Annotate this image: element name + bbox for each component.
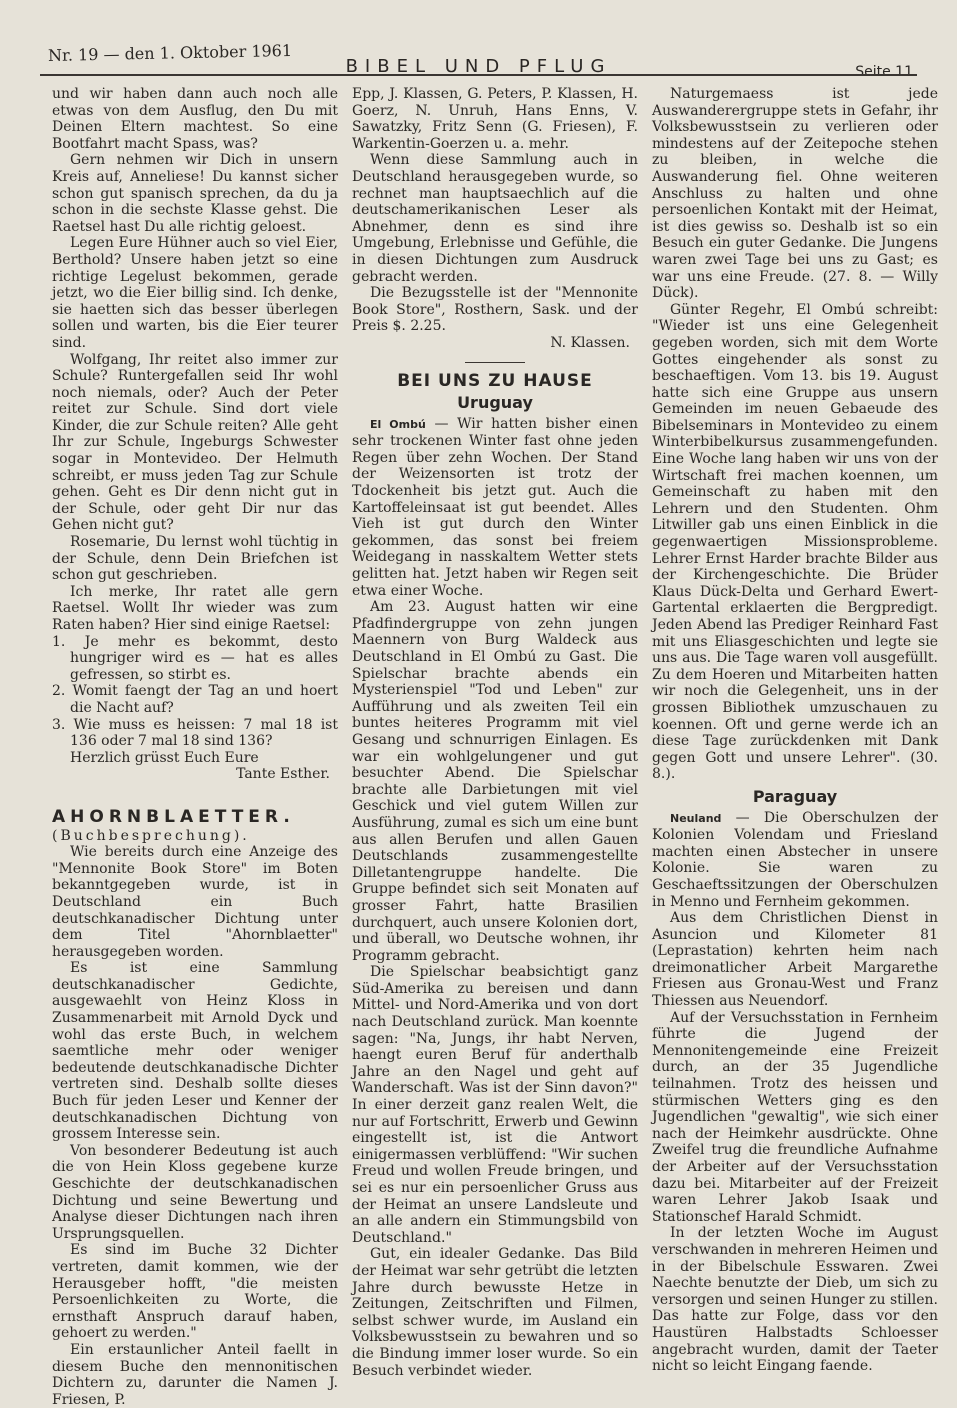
- book-review-title: AHORNBLAETTER.: [52, 806, 295, 827]
- paragraph: Gern nehmen wir Dich in unsern Kreis auf, Anneliese! Du kannst sicher schon gut spanisch sprechen, da du ja schon in die sechste Klasse gehst. Die Raetsel hast Du alle richtig geloest.: [52, 152, 338, 235]
- newspaper-title: BIBEL UND PFLUG: [345, 56, 612, 77]
- paragraph: Aus dem Christlichen Dienst in Asuncion und Kilometer 81 (Leprastation) kehrten heim nach dreimonatlicher Arbeit Margarethe Friesen aus Gronau-West und Franz Thiessen aus Neuendorf.: [652, 910, 938, 1010]
- paragraph: Es ist eine Sammlung deutschkanadischer Gedichte, ausgewaehlt von Heinz Kloss in Zusammenarbeit mit Arnold Dyck und wohl das erste Buch, in welchem saemtliche mehr oder weniger bedeutende deutschkanadische Dichter vertreten sind. Deshalb sollte dieses Buch für jeden Leser und Kenner der deutschkanadischen Dichtung von grossem Interesse sein.: [52, 960, 338, 1143]
- paragraph-text: — Wir hatten bisher einen sehr trockenen Winter fast ohne jeden Regen über zehn Wochen. Der Stand der Weizensorten ist trotz der Tdockenheit bis jetzt gut. Auch die Kartoffeleinsaat ist gut beendet. Alles Vieh ist gut durch den Winter gekommen, das sonst bei freiem Weidegang in nasskaltem Wetter stets gelitten hat. Jetzt haben wir Regen seit etwa einer Woche.: [352, 415, 638, 599]
- riddle-2: 2. Womit faengt der Tag an und hoert die Nacht auf?: [52, 683, 338, 716]
- column-3: [652, 86, 938, 1375]
- paragraph: Die Bezugsstelle ist der "Mennonite Book Store", Rosthern, Sask. und der Preis $. 2.25.: [352, 285, 638, 335]
- paragraph: [652, 810, 938, 911]
- column-2: [352, 86, 638, 1379]
- column-1: [52, 86, 338, 1408]
- section-title: BEI UNS ZU HAUSE: [397, 370, 593, 391]
- riddle-1: 1. Je mehr es bekommt, desto hungriger wird es — hat es alles gefressen, so stirbt es.: [52, 633, 338, 683]
- greeting: Herzlich grüsst Euch Eure: [70, 749, 259, 766]
- paragraph: In der letzten Woche im August verschwanden in mehreren Heimen und in der Bibelschule Esswaren. Zwei Naechte benutzte der Dieb, um sich zu versorgen und seinen Hunger zu stillen. Das hatte zur Folge, dass vor den Haustüren Halbstadts Schloesser angebracht wurden, damit der Taeter nicht so leicht Eingang faende.: [652, 1225, 938, 1375]
- paragraph: Rosemarie, Du lernst wohl tüchtig in der Schule, denn Dein Briefchen ist schon gut geschrieben.: [52, 534, 338, 584]
- riddle-3: 3. Wie muss es heissen: 7 mal 18 ist 136 oder 7 mal 18 sind 136?: [52, 716, 338, 750]
- paragraph-text: — Die Oberschulzen der Kolonien Volendam und Friesland machten einen Abstecher in unsere Kolonie. Sie waren zu Geschaeftssitzungen der Oberschulzen in Menno und Fernheim gekommen.: [652, 809, 938, 910]
- page-number: Seite 11: [855, 64, 913, 80]
- paragraph: Ich merke, Ihr ratet alle gern Raetsel. Wollt Ihr wieder was zum Raten haben? Hier sind einige Raetsel:: [52, 583, 338, 633]
- paragraph: [352, 416, 638, 600]
- paragraph: Gut, ein idealer Gedanke. Das Bild der Heimat war sehr getrübt die letzten Jahre durch bewusste Hetze in Zeitungen, Zeitschriften und Filmen, selbst schwer wurde, im Ausland ein Volksbewusstsein zu bewahren und so die Bindung immer loser wurde. So ein Besuch verbindet wieder.: [352, 1246, 638, 1379]
- page-header: [40, 40, 917, 80]
- paragraph: Wie bereits durch eine Anzeige des "Mennonite Book Store" im Boten bekanntgegeben wurde, ist in Deutschland ein Buch deutschkanadischer Dichtung unter dem Titel "Ahornblaetter" herausgegeben worden.: [52, 844, 338, 960]
- paragraph: Auf der Versuchsstation in Fernheim führte die Jugend der Mennonitengemeinde eine Freizeit durch, an der 35 Jugendliche teilnahmen. Trotz des heissen und stürmischen Wetters ging es den Jugendlichen "gewaltig", wie sich einer nach der Heimkehr ausdrückte. Ohne Zweifel trug die freundliche Aufnahme der Arbeiter auf der Versuchsstation dazu bei. Mitarbeiter auf der Freizeit waren Lehrer Jakob Isaak und Stationschef Harald Schmidt.: [652, 1009, 938, 1225]
- place-name: Neuland: [670, 811, 722, 825]
- signature: Tante Esther.: [236, 766, 330, 783]
- place-name: El Ombú: [370, 417, 426, 431]
- divider: [465, 362, 525, 363]
- paragraph: Die Spielschar beabsichtigt ganz Süd-Amerika zu bereisen und dann Mittel- und Nord-Amerika und von dort nach Deutschland zurück. Man koennte sagen: "Na, Jungs, ihr habt Nerven, haengt euren Beruf für anderthalb Jahre an den Nagel und geht auf Wanderschaft. Was ist der Sinn davon?" In einer derzeit ganz realen Welt, die nur auf Fortschritt, Erwerb und Gewinn eingestellt ist, ist die Antwort einigermassen verblüffend: "Wir suchen Freud und wollen Freude bringen, und sei es nur ein persoenlicher Gruss aus der Heimat an unsere Landsleute und an alle andern ein Stimmungsbild von Deutschland.": [352, 964, 638, 1246]
- paragraph: Wolfgang, Ihr reitet also immer zur Schule? Runtergefallen seid Ihr wohl noch niemals, oder? Auch der Peter reitet zur Schule. Sind dort viele Kinder, die zur Schule reiten? Alle geht Ihr zur Schule, Ingeburgs Schwester sogar in Montevideo. Der Helmuth schreibt, er muss jeden Tag zur Schule gehen. Geht es Dir denn nicht gut in der Schule, oder geht Dir nur das Gehen nicht gut?: [52, 351, 338, 534]
- paragraph: Am 23. August hatten wir eine Pfadfindergruppe von zehn jungen Maennern von Burg Waldeck aus Deutschland in El Ombú zu Gast. Die Spielschar brachte abends ein Mysterienspiel "Tod und Leben" zur Aufführung und als zweiten Teil ein buntes heiteres Programm mit viel Gesang und schnurrigen Einlagen. Es war ein wohlgelungener und gut besuchter Abend. Die Spielschar brachte alle Darbietungen mit viel Geschick und viel gutem Willen zur Ausführung, zumal es sich um eine bunt aus allen Berufen und allen Gauen Deutschlands zusammengestellte Dilletantengruppe handelte. Die Gruppe befindet sich seit Monaten auf grosser Fahrt, hatte Brasilien durchquert, auch unsere Kolonien dort, und überall, wo Deutsche wohnen, ihr Programm gebracht.: [352, 599, 638, 964]
- paragraph: Von besonderer Bedeutung ist auch die von Hein Kloss gegebene kurze Geschichte der deutschkanadischen Dichtung und seine Bewertung und Analyse dieser Dichtungen nach ihren Ursprungsquellen.: [52, 1142, 338, 1242]
- paragraph: Günter Regehr, El Ombú schreibt: "Wieder ist uns eine Gelegenheit gegeben worden, sich mit dem Worte Gottes eingehender als sonst zu beschaeftigen. Vom 13. bis 19. August hatte sich eine Gruppe aus unsern Gemeinden im neuen Gebaeude des Bibelseminars in Montevideo zu einem Winterbibelkursus zusammengefunden. Eine Woche lang haben wir uns von der Wirtschaft frei machen koennen, um Gemeinschaft zu haben mit den Lehrern und den Studenten. Ohm Litwiller gab uns einen Einblick in die gegenwaertigen Missionsprobleme. Lehrer Ernst Harder brachte Bilder aus der Kirchengeschichte. Die Brüder Klaus Dück-Delta und Gerhard Ewert-Gartental erklaerten die Bergpredigt. Jeden Abend las Prediger Reinhard Fast mit uns Eliasgeschichten und legte sie uns aus. Die Tage waren voll ausgefüllt. Zu dem Hoeren und Mitarbeiten hatten wir noch die Gelegenheit, uns in der grossen Bibliothek umzuschauen zu koennen. Oft und gerne werde ich an diese Tage zurückdenken mit Dank gegen Gott und unsere Lehrer". (30. 8.).: [652, 301, 938, 783]
- paragraph: Legen Eure Hühner auch so viel Eier, Berthold? Unsere haben jetzt so eine richtige Legelust bekommen, gerade jetzt, wo die Eier billig sind. Ich denke, sie haetten sich das besser überlegen sollen und warten, bis die Eier teurer sind.: [52, 235, 338, 351]
- paragraph: Naturgemaess ist jede Auswanderergruppe stets in Gefahr, ihr Volksbewusstsein zu verlieren oder mindestens auf der Zeitepoche stehen zu bleiben, in welche die Auswanderung fiel. Ohne weiteren Anschluss zu halten und ohne persoenlichen Kontakt mit der Heimat, ist dies gewiss so. Deshalb ist so ein Besuch ein guter Gedanke. Die Jungens waren zwei Tage bei uns zu Gast; es war uns eine Freude. (27. 8. — Willy Dück).: [652, 86, 938, 302]
- issue-date: Nr. 19 — den 1. Oktober 1961: [47, 40, 293, 65]
- region-heading-paraguay: Paraguay: [752, 786, 838, 806]
- paragraph: Epp, J. Klassen, G. Peters, P. Klassen, H. Goerz, N. Unruh, Hans Enns, V. Sawatzky, Fritz Senn (G. Friesen), F. Warkentin-Goerzen u. a. mehr.: [352, 86, 638, 152]
- paragraph: Ein erstaunlicher Anteil faellt in diesem Buche den mennonitischen Dichtern zu, darunter die Namen J. Friesen, P.: [52, 1341, 338, 1408]
- region-heading-uruguay: Uruguay: [457, 393, 533, 413]
- signature: N. Klassen.: [550, 334, 630, 351]
- paragraph: Es sind im Buche 32 Dichter vertreten, damit kommen, wie der Herausgeber hofft, "die meisten Persoenlichkeiten zu Worte, die ernsthaft Anspruch darauf haben, gehoert zu werden.": [52, 1242, 338, 1342]
- paragraph: Wenn diese Sammlung auch in Deutschland herausgegeben wurde, so rechnet man hauptsaechlich auf die deutschamerikanischen Leser als Abnehmer, denn es sind ihre Umgebung, Erlebnisse und Gefühle, die in diesen Dichtungen zum Ausdruck gebracht werden.: [352, 152, 638, 285]
- book-review-subtitle: (Buchbesprechung).: [52, 827, 250, 844]
- header-rule: [40, 74, 917, 76]
- paragraph: und wir haben dann auch noch alle etwas von dem Ausflug, den Du mit Deinen Eltern machtest. So eine Bootfahrt macht Spass, was?: [52, 86, 338, 152]
